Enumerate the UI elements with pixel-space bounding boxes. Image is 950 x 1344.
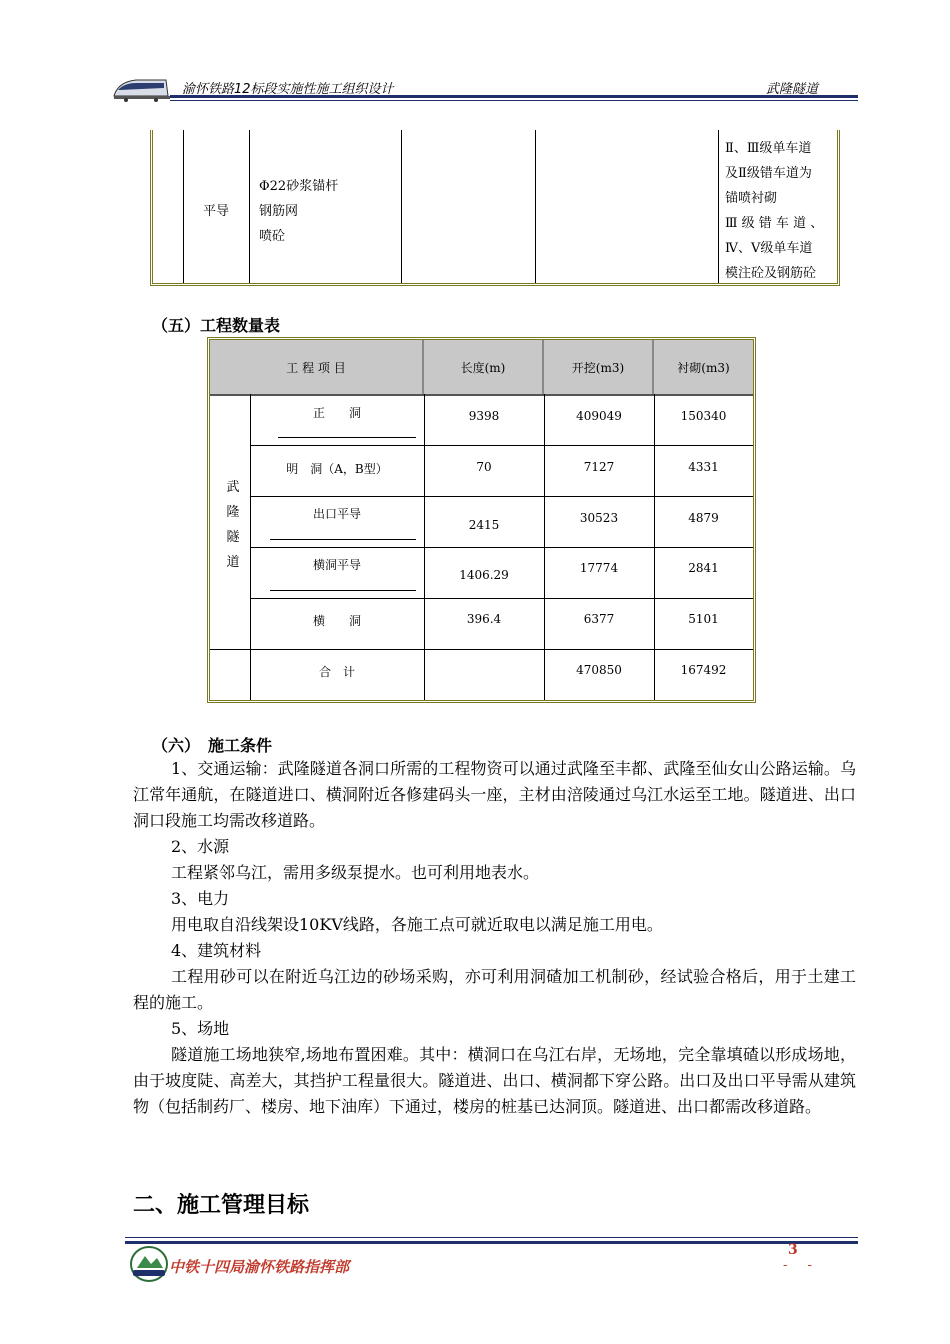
- total-lining: 167492: [680, 663, 727, 677]
- header-rule: [170, 95, 858, 98]
- total-excavation: 470850: [576, 663, 622, 677]
- group-label-wulong-tunnel: 武 隆 隧 道: [226, 480, 240, 570]
- page-number: 3: [788, 1242, 798, 1258]
- row-label: 平导: [203, 204, 230, 219]
- table-cell: 7127: [583, 460, 615, 474]
- section-heading-quantities: （五）工程数量表: [152, 316, 281, 335]
- chapter-heading-management-goals: 二、施工管理目标: [133, 1193, 310, 1218]
- paragraph: 工程用砂可以在附近乌江边的砂场采购，亦可利用洞碴加工机制砂，经试验合格后，用于土建工程的施工。: [133, 967, 856, 1012]
- note-line: Ⅱ、Ⅲ级单车道: [725, 141, 812, 156]
- quantity-table: [207, 337, 756, 703]
- note-line: 及Ⅱ级错车道为: [725, 166, 812, 181]
- lining-note: [725, 136, 835, 286]
- table-cell: 1406.29: [459, 568, 509, 582]
- paragraph: 3、电力: [171, 889, 230, 908]
- header-excavation: 开挖(m3): [544, 340, 654, 394]
- table-header-row: [210, 340, 753, 396]
- table-cell: 150340: [680, 409, 727, 423]
- total-label: 合 计: [318, 665, 355, 679]
- table-cell: 2841: [688, 561, 719, 575]
- conditions-body: [133, 756, 856, 1120]
- train-logo-icon: [110, 72, 172, 104]
- material-item: 钢筋网: [259, 204, 299, 219]
- table-cell: 70: [476, 460, 492, 474]
- table-cell: 出口平导: [312, 507, 361, 521]
- material-item: Φ22砂浆锚杆: [259, 179, 339, 194]
- note-line: Ⅲ 级 错 车 道 、: [725, 216, 824, 231]
- page-number-dashes: - -: [783, 1258, 820, 1273]
- table-cell: 横洞平导: [312, 558, 361, 572]
- note-line: 模注砼及钢筋砼: [725, 266, 817, 281]
- tunnel-name: 武隆隧道: [765, 82, 818, 97]
- note-line: Ⅳ、Ⅴ级单车道: [725, 241, 813, 256]
- page-header: [110, 70, 858, 110]
- note-line: 锚喷衬砌: [725, 191, 778, 206]
- organization-name: 中铁十四局渝怀铁路指挥部: [169, 1258, 350, 1276]
- company-logo-icon: [127, 1244, 171, 1284]
- table-cell: 6377: [583, 612, 615, 626]
- page-footer: [125, 1230, 858, 1290]
- paragraph: 4、建筑材料: [171, 941, 262, 960]
- paragraph: 5、场地: [171, 1019, 230, 1038]
- table-cell: 明 洞（A，B型）: [286, 462, 388, 476]
- document-title: 渝怀铁路12标段实施性施工组织设计: [182, 82, 394, 97]
- paragraph: 2、水源: [171, 837, 230, 856]
- paragraph: 1、交通运输：武隆隧道各洞口所需的工程物资可以通过武隆至丰都、武隆至仙女山公路运输。乌江常年通航，在隧道进口、横洞附近各修建码头一座，主材由涪陵通过乌江水运至工地。隧道进、出口洞口段施工均需改移道路。: [133, 759, 856, 830]
- paragraph: 隧道施工场地狭窄,场地布置困难。其中：横洞口在乌江右岸，无场地，完全靠填碴以形成场地，由于坡度陡、高差大，其挡护工程量很大。隧道进、出口、横洞都下穿公路。出口及出口平导需从建筑物（包括制药厂、楼房、地下油库）下通过，楼房的桩基已达洞顶。隧道进、出口都需改移道路。: [133, 1045, 856, 1116]
- header-lining: 衬砌(m3): [677, 360, 730, 375]
- table-cell: 9398: [468, 409, 500, 423]
- table-cell: 5101: [688, 612, 719, 626]
- table-cell: 396.4: [466, 612, 502, 626]
- table-cell: 4879: [688, 511, 719, 525]
- table-cell: 正 洞: [312, 406, 361, 420]
- header-item: 工 程 项 目: [210, 340, 424, 394]
- table-cell: 横 洞: [312, 614, 361, 628]
- table-cell: 2415: [468, 518, 500, 532]
- header-length: 长度(m): [424, 340, 544, 394]
- support-table-continuation: [150, 130, 840, 286]
- paragraph: 用电取自沿线架设10KV线路，各施工点可就近取电以满足施工用电。: [171, 915, 663, 934]
- support-materials: [259, 174, 338, 249]
- table-cell: 4331: [688, 460, 719, 474]
- section-heading-conditions: （六） 施工条件: [152, 736, 273, 755]
- table-cell: 30523: [579, 511, 619, 525]
- material-item: 喷砼: [259, 229, 286, 244]
- paragraph: 工程紧邻乌江，需用多级泵提水。也可利用地表水。: [171, 863, 540, 882]
- table-cell: 409049: [576, 409, 622, 423]
- table-cell: 17774: [579, 561, 619, 575]
- header-rule-thin: [170, 100, 858, 101]
